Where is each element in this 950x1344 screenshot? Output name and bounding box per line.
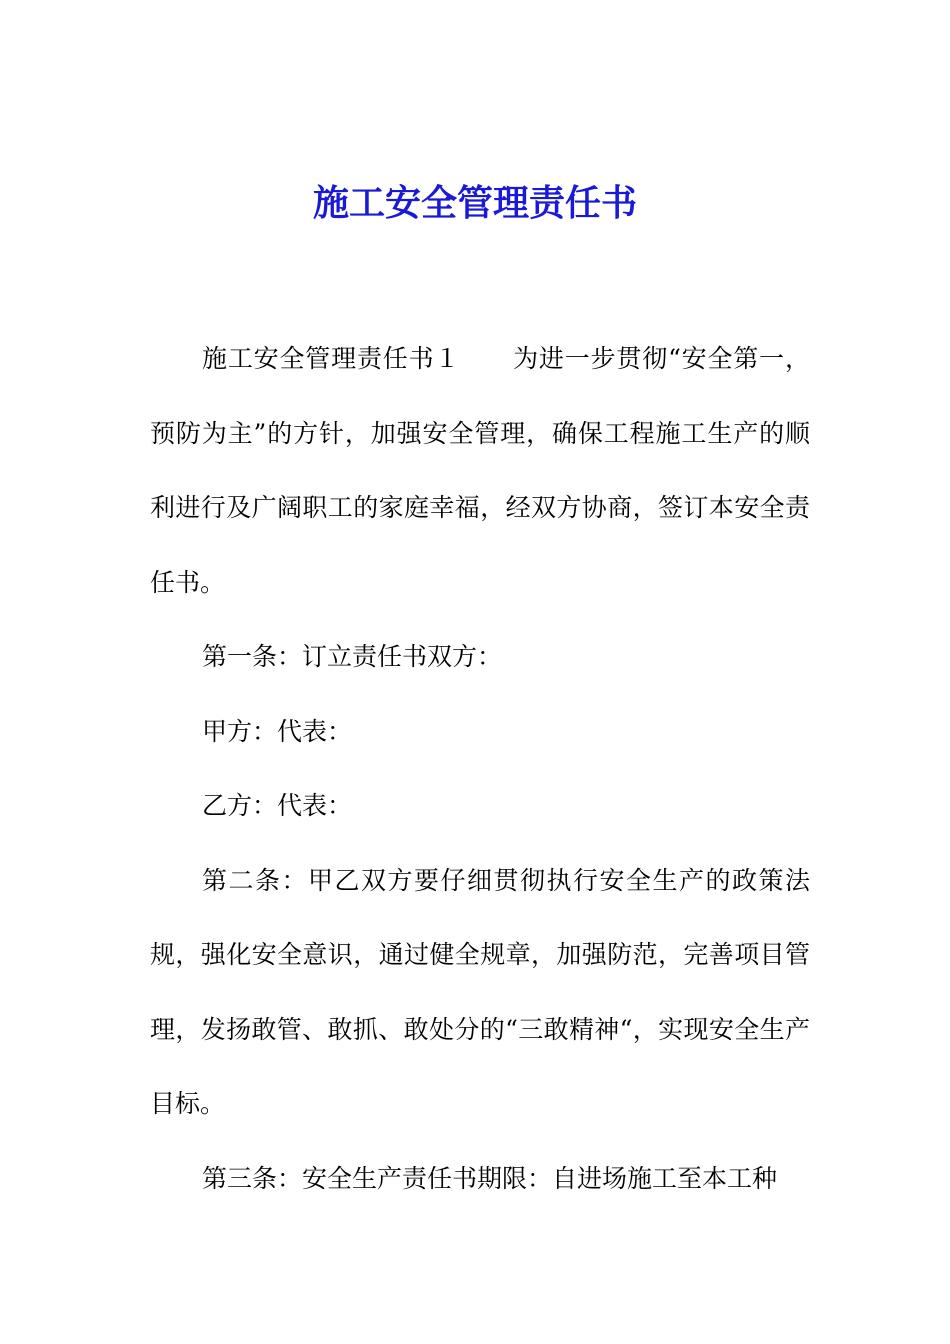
document-body (150, 322, 810, 1216)
paragraph-party-a: 甲方：代表： (202, 716, 353, 746)
paragraph-intro-text: 为进一步贯彻“安全第一，预防为主”的方针，加强安全管理，确保工程施工生产的顺利进行及广阔职工的家庭幸福，经双方协商，签订本安全责任书。 (150, 344, 810, 597)
paragraph-intro-lead: 施工安全管理责任书１ (202, 344, 461, 373)
paragraph-article-2: 第二条：甲乙双方要仔细贯彻执行安全生产的政策法规，强化安全意识，通过健全规章，加强防范，完善项目管理，发扬敢管、敢抓、敢处分的“三敢精神“，实现安全生产目标。 (150, 865, 810, 1118)
paragraph-intro (150, 322, 810, 620)
paragraph-article-1: 第一条：订立责任书双方： (202, 642, 503, 671)
paragraph-party-b: 乙方：代表： (202, 791, 353, 820)
paragraph-article-3: 第三条：安全生产责任书期限：自进场施工至本工种 (202, 1163, 778, 1193)
document-title: 施工安全管理责任书 (312, 182, 637, 224)
